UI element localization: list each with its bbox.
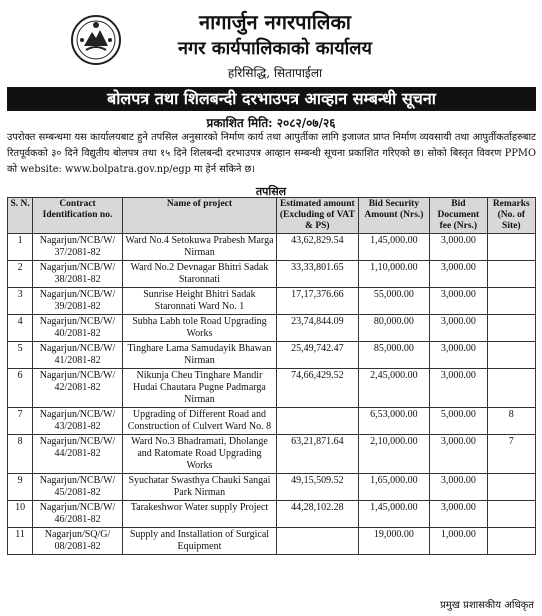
office-name: नगर कार्यपालिकाको कार्यालय — [178, 38, 372, 59]
table-row — [8, 435, 536, 474]
cell-bid-security: 1,45,000.00 — [358, 501, 430, 528]
header-contract-id: Contract Identification no. — [33, 198, 123, 234]
table-row — [8, 315, 536, 342]
cell-bid-fee: 3,000.00 — [430, 342, 487, 369]
cell-contract-id: Nagarjun/NCB/W/ 39/2081-82 — [33, 288, 123, 315]
table-row — [8, 501, 536, 528]
cell-bid-security: 19,000.00 — [358, 528, 430, 555]
cell-sn: 10 — [8, 501, 33, 528]
nepal-emblem-icon — [70, 14, 122, 66]
cell-bid-fee: 3,000.00 — [430, 501, 487, 528]
cell-project-name: Tarakeshwor Water supply Project — [122, 501, 276, 528]
header-sn: S. N. — [8, 198, 33, 234]
cell-estimated-amount: 33,33,801.65 — [277, 261, 359, 288]
cell-bid-security: 6,53,000.00 — [358, 408, 430, 435]
cell-bid-fee: 3,000.00 — [430, 288, 487, 315]
table-row — [8, 369, 536, 408]
intro-paragraph: उपरोक्त सम्बन्धमा यस कार्यालयबाट हुने तपसिल अनुसारको निर्माण कार्य तथा आपुर्तीका लागि इजाजत प्राप्त निर्माण व्यवसायी तथा आपुर्तीकर्ताहरुबाट रितपूर्वकको ३० दिने विद्युतीय बोलपत्र तथा १५ दिने शिलबन्दी दरभाउपत्र आव्हान सम्बन्धी सूचना प्रकाशित गरिएको छ। सोको बिस्तृत विवरण PPMO को website: www.bolpatra.gov.np/egp मा हेर्न सकिने छ। — [7, 132, 536, 175]
cell-contract-id: Nagarjun/NCB/W/ 41/2081-82 — [33, 342, 123, 369]
header-project-name: Name of project — [122, 198, 276, 234]
cell-contract-id: Nagarjun/NCB/W/ 45/2081-82 — [33, 474, 123, 501]
cell-project-name: Tinghare Lama Samudayik Bhawan Nirman — [122, 342, 276, 369]
cell-bid-fee: 3,000.00 — [430, 234, 487, 261]
header-bid-security: Bid Security Amount (Nrs.) — [358, 198, 430, 234]
cell-contract-id: Nagarjun/NCB/W/ 38/2081-82 — [33, 261, 123, 288]
cell-sn: 7 — [8, 408, 33, 435]
cell-project-name: Ward No.2 Devnagar Bhitri Sadak Staronnati — [122, 261, 276, 288]
cell-sn: 3 — [8, 288, 33, 315]
cell-sn: 9 — [8, 474, 33, 501]
cell-sn: 4 — [8, 315, 33, 342]
table-row — [8, 261, 536, 288]
municipality-name: नागार्जुन नगरपालिका — [199, 10, 351, 34]
table-row — [8, 288, 536, 315]
table-header-row — [8, 198, 536, 234]
cell-bid-security: 85,000.00 — [358, 342, 430, 369]
cell-estimated-amount: 74,66,429.52 — [277, 369, 359, 408]
cell-project-name: Sunrise Height Bhitri Sadak Staronnati Ward No. 1 — [122, 288, 276, 315]
cell-contract-id: Nagarjun/NCB/W/ 42/2081-82 — [33, 369, 123, 408]
cell-remarks — [487, 369, 535, 408]
signatory-title: प्रमुख प्रशासकीय अधिकृत — [440, 600, 534, 611]
cell-remarks — [487, 261, 535, 288]
cell-bid-fee: 5,000.00 — [430, 408, 487, 435]
cell-sn: 2 — [8, 261, 33, 288]
cell-estimated-amount: 63,21,871.64 — [277, 435, 359, 474]
office-address: हरिसिद्धि, सितापाईला — [227, 66, 323, 80]
table-row — [8, 528, 536, 555]
cell-bid-security: 1,65,000.00 — [358, 474, 430, 501]
cell-estimated-amount: 44,28,102.28 — [277, 501, 359, 528]
cell-contract-id: Nagarjun/NCB/W/ 43/2081-82 — [33, 408, 123, 435]
cell-remarks — [487, 315, 535, 342]
table-row — [8, 408, 536, 435]
cell-contract-id: Nagarjun/NCB/W/ 37/2081-82 — [33, 234, 123, 261]
cell-estimated-amount: 43,62,829.54 — [277, 234, 359, 261]
cell-bid-fee: 3,000.00 — [430, 474, 487, 501]
cell-project-name: Ward No.3 Bhadramati, Dholange and Ratomate Road Upgrading Works — [122, 435, 276, 474]
publish-date: प्रकाशित मिति: २०८२/०७/२६ — [206, 116, 336, 130]
table-caption: तपसिल — [255, 185, 287, 198]
cell-sn: 6 — [8, 369, 33, 408]
cell-contract-id: Nagarjun/NCB/W/ 46/2081-82 — [33, 501, 123, 528]
cell-project-name: Syuchatar Swasthya Chauki Sangai Park Nirman — [122, 474, 276, 501]
cell-estimated-amount: 49,15,509.52 — [277, 474, 359, 501]
cell-project-name: Ward No.4 Setokuwa Prabesh Marga Nirman — [122, 234, 276, 261]
cell-bid-security: 2,10,000.00 — [358, 435, 430, 474]
cell-remarks: 8 — [487, 408, 535, 435]
cell-estimated-amount: 17,17,376.66 — [277, 288, 359, 315]
cell-bid-security: 80,000.00 — [358, 315, 430, 342]
header-estimated-amount: Estimated amount (Excluding of VAT & PS) — [277, 198, 359, 234]
cell-contract-id: Nagarjun/NCB/W/ 44/2081-82 — [33, 435, 123, 474]
cell-contract-id: Nagarjun/SQ/G/ 08/2081-82 — [33, 528, 123, 555]
cell-remarks: 7 — [487, 435, 535, 474]
cell-bid-security: 1,10,000.00 — [358, 261, 430, 288]
header — [0, 0, 542, 86]
cell-sn: 5 — [8, 342, 33, 369]
table-row — [8, 234, 536, 261]
cell-remarks — [487, 528, 535, 555]
cell-sn: 11 — [8, 528, 33, 555]
cell-bid-security: 55,000.00 — [358, 288, 430, 315]
cell-remarks — [487, 234, 535, 261]
table-row — [8, 342, 536, 369]
table-row — [8, 474, 536, 501]
header-remarks: Remarks (No. of Site) — [487, 198, 535, 234]
cell-estimated-amount: 23,74,844.09 — [277, 315, 359, 342]
cell-contract-id: Nagarjun/NCB/W/ 40/2081-82 — [33, 315, 123, 342]
cell-remarks — [487, 288, 535, 315]
cell-estimated-amount: 25,49,742.47 — [277, 342, 359, 369]
cell-bid-fee: 3,000.00 — [430, 261, 487, 288]
cell-project-name: Subha Labh tole Road Upgrading Works — [122, 315, 276, 342]
cell-remarks — [487, 501, 535, 528]
tender-table — [7, 197, 536, 555]
cell-sn: 1 — [8, 234, 33, 261]
cell-estimated-amount — [277, 408, 359, 435]
notice-title: बोलपत्र तथा शिलबन्दी दरभाउपत्र आव्हान सम्बन्धी सूचना — [7, 87, 536, 111]
cell-project-name: Nikunja Cheu Tinghare Mandir Hudai Chautara Pugne Padmarga Nirman — [122, 369, 276, 408]
cell-project-name: Supply and Installation of Surgical Equipment — [122, 528, 276, 555]
cell-bid-security: 2,45,000.00 — [358, 369, 430, 408]
cell-bid-fee: 3,000.00 — [430, 315, 487, 342]
cell-bid-fee: 3,000.00 — [430, 369, 487, 408]
cell-estimated-amount — [277, 528, 359, 555]
cell-sn: 8 — [8, 435, 33, 474]
cell-project-name: Upgrading of Different Road and Construction of Culvert Ward No. 8 — [122, 408, 276, 435]
header-bid-fee: Bid Document fee (Nrs.) — [430, 198, 487, 234]
cell-bid-fee: 1,000.00 — [430, 528, 487, 555]
cell-bid-security: 1,45,000.00 — [358, 234, 430, 261]
cell-remarks — [487, 474, 535, 501]
cell-bid-fee: 3,000.00 — [430, 435, 487, 474]
cell-remarks — [487, 342, 535, 369]
